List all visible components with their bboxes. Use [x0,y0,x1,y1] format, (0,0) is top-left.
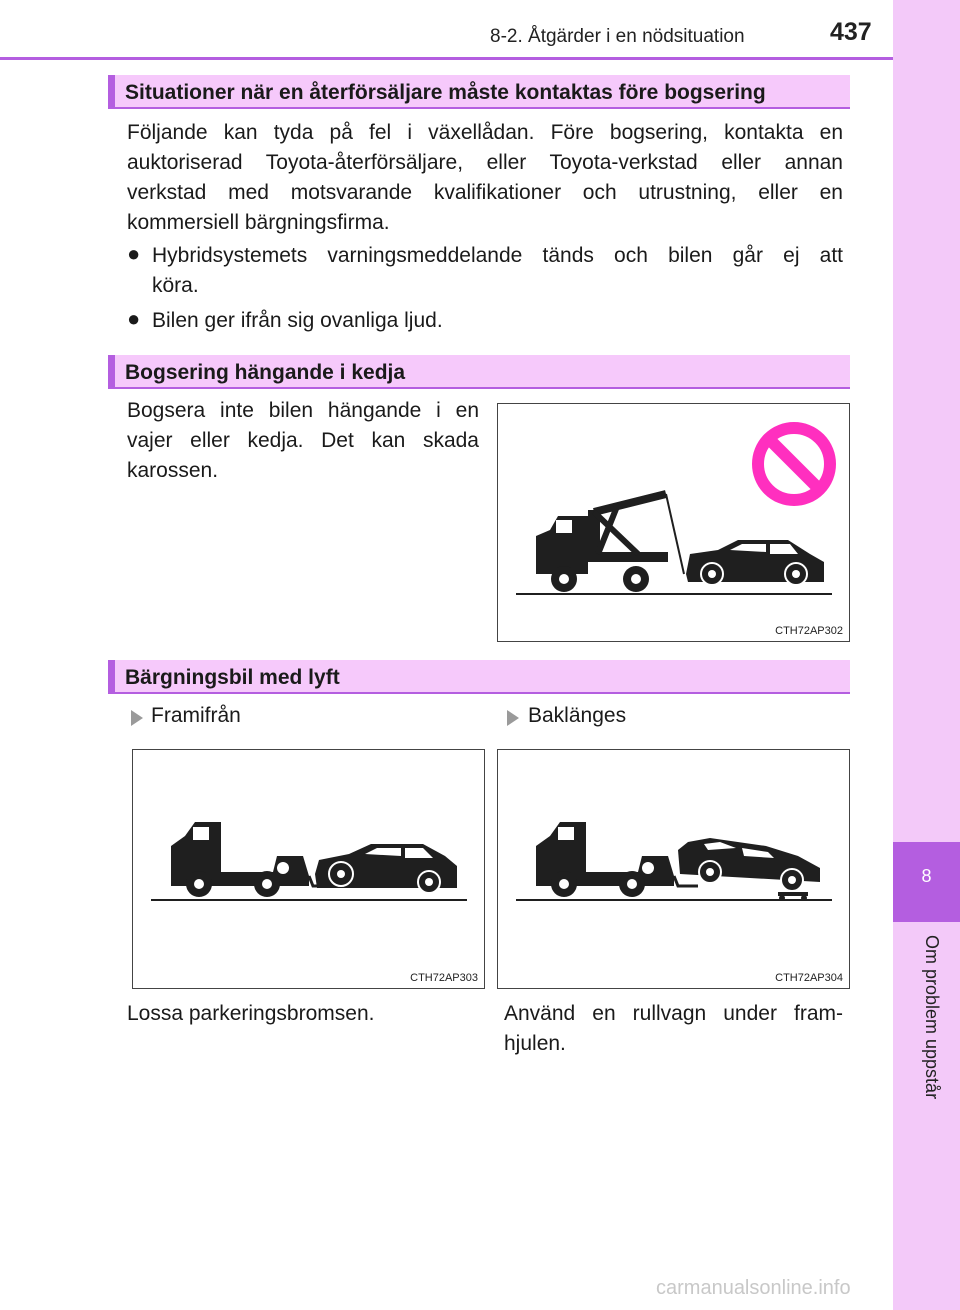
chapter-number: 8 [921,866,932,886]
chain-towing-illustration [498,404,848,640]
car-icon [678,838,820,891]
caption-front: Lossa parkeringsbromsen. [127,1002,375,1025]
watermark: carmanualsonline.info [656,1277,851,1299]
header-section-title: 8-2. Åtgärder i en nödsituation [490,26,745,47]
prohibition-icon [758,428,830,500]
wheel-lift-front-illustration [133,750,483,987]
chapter-title: Om problem uppstår [922,935,942,1100]
wheel-lift-rear-illustration [498,750,848,987]
chain-towing-paragraph: Bogsera inte bilen hängande i en vajer eller kedja. Det kan skada karossen. [127,399,479,482]
dealer-contact-paragraph: Följande kan tyda på fel i växellådan. Före bogsering, kontakta en auktoriserad Toyota-återförsäljare, eller Toyota-verkstad eller annan verkstad med motsvarande kvalifikationer och utrustning, eller en kommersiell bärgningsfirma. [127,121,843,234]
figure-code: CTH72AP303 [410,972,478,984]
figure-wheel-lift-front [132,749,485,989]
bullet-item: ● Hybridsystemets varningsmeddelande tänds och bilen går ej att köra. [127,241,843,297]
label-rear: Baklänges [528,704,627,727]
figure-chain-towing [497,403,850,642]
section-heading-wheel-lift: Bärgningsbil med lyft [108,660,850,694]
triangle-marker-icon [131,710,143,726]
caption-rear: Använd en rullvagn under fram- hjulen. [504,1002,843,1055]
bullet-dot-icon: ● [127,306,141,331]
label-front: Framifrån [151,704,241,727]
header-divider [0,57,893,60]
figure-code: CTH72AP304 [775,972,843,984]
section-heading-dealer-contact: Situationer när en återförsäljare måste kontaktas före bogsering [108,75,850,109]
tow-truck-icon [536,494,684,592]
car-icon [315,844,457,893]
section-heading-chain-towing: Bogsering hängande i kedja [108,355,850,389]
figure-code: CTH72AP302 [775,625,843,637]
bullet-item: ● Bilen ger ifrån sig ovanliga ljud. [127,306,443,332]
figure-wheel-lift-rear [497,749,850,989]
bullet-dot-icon: ● [127,241,141,266]
triangle-marker-icon [507,710,519,726]
tow-truck-icon [536,822,698,897]
car-icon [686,540,824,585]
page-number: 437 [830,18,872,46]
